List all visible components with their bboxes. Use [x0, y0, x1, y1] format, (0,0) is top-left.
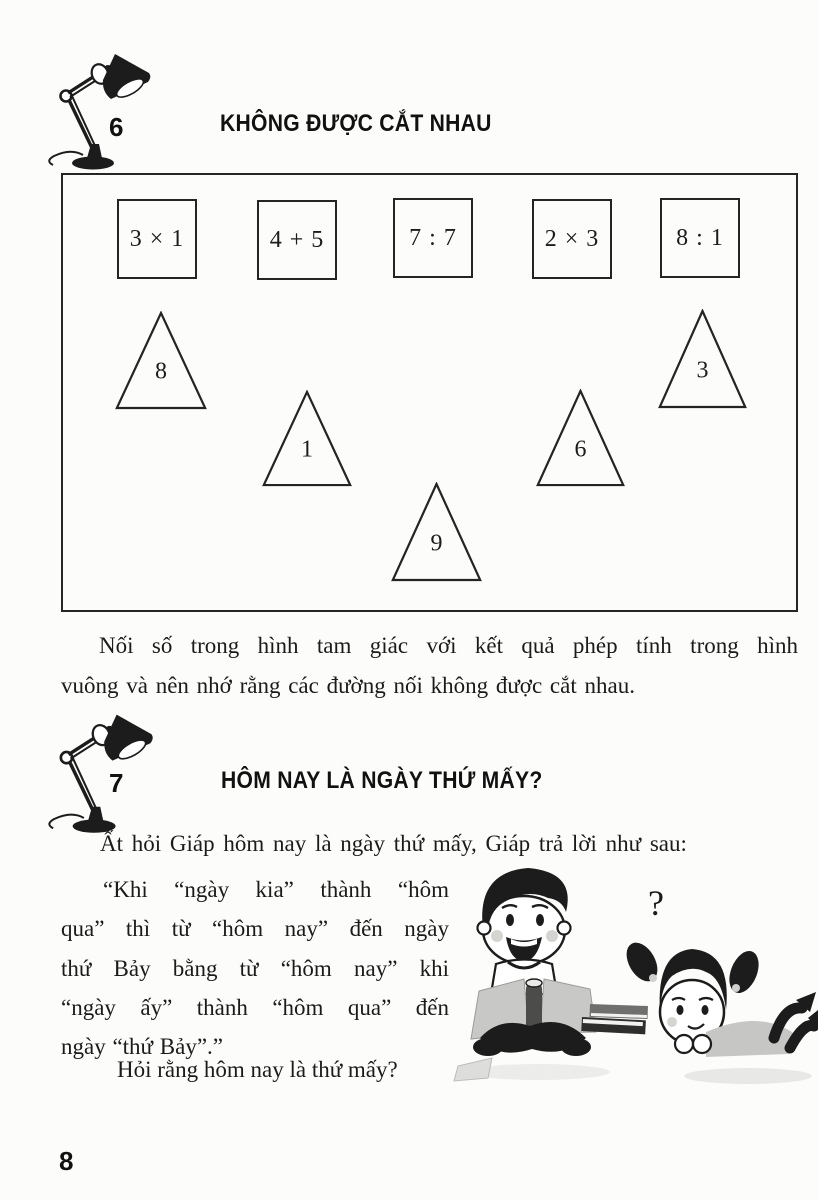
number-triangle — [115, 311, 207, 410]
instruction-line: Nối số trong hình tam giác với kết quả phép tính trong hình — [99, 633, 798, 658]
problem-title-7: HÔM NAY LÀ NGÀY THỨ MẤY? — [221, 767, 543, 794]
triangle-number: 6 — [574, 436, 587, 463]
expression-label: 4 + 5 — [269, 226, 325, 253]
expression-square — [117, 199, 197, 279]
boy-figure — [454, 868, 596, 1081]
question-line: Hỏi rằng hôm nay là thứ mấy? — [117, 1057, 398, 1082]
intro-paragraph: Ất hỏi Giáp hôm nay là ngày thứ mấy, Giáp trả lời như sau: — [100, 831, 687, 856]
problem-title-6: KHÔNG ĐƯỢC CẮT NHAU — [220, 110, 492, 137]
quote-line: thứ Bảy bằng từ “hôm nay” khi — [61, 955, 449, 981]
children-reading-illustration — [452, 860, 818, 1105]
problem-number-6: 6 — [109, 112, 124, 142]
number-triangle — [391, 482, 482, 582]
quote-line: qua” thì từ “hôm nay” đến ngày — [61, 916, 449, 942]
expression-label: 3 × 1 — [129, 225, 185, 252]
triangle-number: 9 — [430, 530, 443, 557]
expression-label: 2 × 3 — [544, 225, 600, 252]
quote-paragraph — [61, 870, 449, 1066]
instruction-paragraph — [61, 626, 798, 706]
expression-square — [393, 198, 473, 278]
expression-label: 7 : 7 — [409, 224, 457, 251]
quote-line: “ngày ấy” thành “hôm qua” đến — [61, 994, 449, 1020]
triangle-number: 1 — [301, 436, 313, 463]
instruction-line: vuông và nên nhớ rằng các đường nối không được cắt nhau. — [61, 673, 635, 698]
quote-line: ngày “thứ Bảy”.” — [61, 1034, 223, 1060]
number-triangle — [536, 389, 625, 487]
triangle-number: 8 — [155, 358, 167, 385]
expression-square — [660, 198, 740, 278]
question-mark: ? — [648, 883, 664, 923]
page-number: 8 — [59, 1146, 74, 1176]
number-triangle — [658, 309, 747, 409]
puzzle-frame — [61, 173, 798, 612]
quote-line: “Khi “ngày kia” thành “hôm — [103, 877, 449, 902]
number-triangle — [262, 390, 352, 487]
girl-figure — [620, 937, 818, 1057]
expression-square — [257, 200, 337, 280]
expression-square — [532, 199, 612, 279]
triangle-number: 3 — [696, 357, 709, 384]
book-stack — [581, 1004, 648, 1034]
expression-label: 8 : 1 — [676, 224, 724, 251]
problem-number-7: 7 — [109, 768, 124, 798]
